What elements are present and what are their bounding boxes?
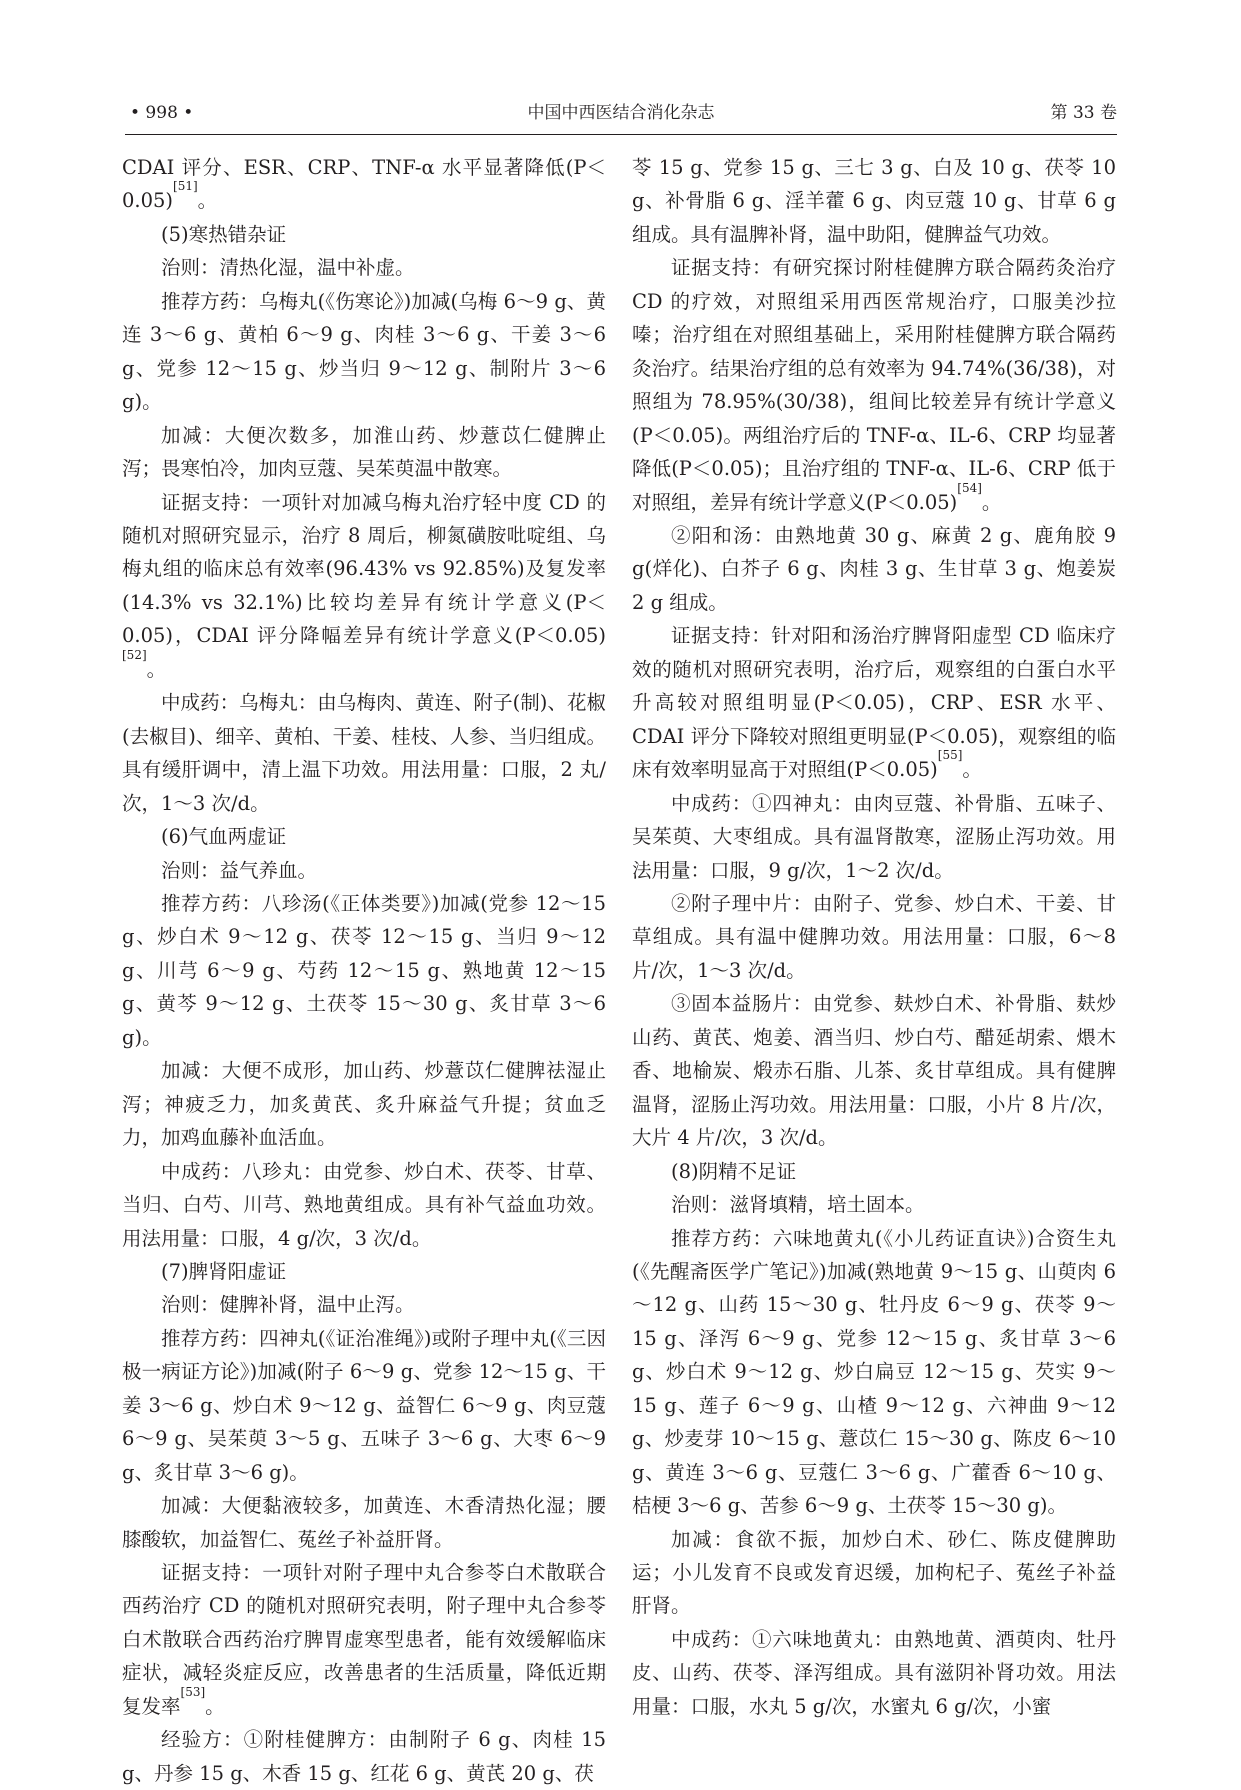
paragraph-text: 中成药：①六味地黄丸：由熟地黄、酒萸肉、牡丹皮、山药、茯苓、泽泻组成。具有滋阴补肾功效。用法用量：口服，水丸 5 g/次，水蜜丸 6 g/次，小蜜: [632, 1627, 1116, 1718]
paragraph-text: 治则：滋肾填精，培土固本。: [671, 1193, 925, 1217]
paragraph: [122, 1322, 606, 1489]
paragraph-text: 证据支持：针对阳和汤治疗脾肾阳虚型 CD 临床疗效的随机对照研究表明，治疗后，观察组的白蛋白水平升高较对照组明显(P＜0.05)，CRP、ESR 水平、CDAI 评分下降较对照组更明显(P＜0.05)，观察组的临床有效率明显高于对照组(P＜0.05): [632, 624, 1116, 782]
paragraph: [122, 1155, 606, 1255]
paragraph: [122, 1489, 606, 1556]
paragraph-text: 中成药：①四神丸：由肉豆蔻、补骨脂、五味子、吴茱萸、大枣组成。具有温肾散寒，涩肠止泻功效。用法用量：口服，9 g/次，1～2 次/d。: [632, 791, 1116, 882]
paragraph-tail: 。: [197, 189, 218, 213]
paragraph-text: 证据支持：一项针对附子理中丸合参苓白术散联合西药治疗 CD 的随机对照研究表明，附子理中丸合参苓白术散联合西药治疗脾胃虚寒型患者，能有效缓解临床症状，减轻炎症反应，改善患者的生活质量，降低近期复发率: [122, 1561, 606, 1718]
paragraph-text: 推荐方药：八珍汤(《正体类要》)加减(党参 12～15 g、炒白术 9～12 g、茯苓 12～15 g、当归 9～12 g、川芎 6～9 g、芍药 12～15 g、熟地黄 12～15 g、黄芩 9～12 g、土茯苓 15～30 g、炙甘草 3～6 g)。: [122, 891, 606, 1049]
paragraph: [122, 1556, 606, 1723]
paragraph: [122, 820, 606, 853]
paragraph-tail: 。: [962, 758, 982, 782]
paragraph-text: 加减：大便黏液较多，加黄连、木香清热化湿；腰膝酸软，加益智仁、菟丝子补益肝肾。: [122, 1494, 606, 1551]
paragraph: [632, 1188, 1116, 1221]
paragraph: [632, 251, 1116, 519]
paragraph: [122, 419, 606, 486]
citation-ref: [51]: [173, 179, 198, 194]
paragraph: [122, 251, 606, 284]
paragraph: [632, 787, 1116, 887]
paragraph: [122, 854, 606, 887]
paragraph: [122, 486, 606, 687]
citation-ref: [54]: [957, 480, 982, 495]
paragraph-text: 治则：健脾补肾，温中止泻。: [161, 1293, 415, 1317]
paragraph: [632, 619, 1116, 786]
paragraph: [632, 1222, 1116, 1523]
paragraph-text: 加减：大便次数多，加淮山药、炒薏苡仁健脾止泻；畏寒怕冷，加肉豆蔻、吴茱萸温中散寒。: [122, 423, 606, 481]
paragraph: [632, 887, 1116, 987]
paragraph: [632, 1623, 1116, 1723]
paragraph-text: 推荐方药：六味地黄丸(《小儿药证直诀》)合资生丸(《先醒斋医学广笔记》)加减(熟地黄 9～15 g、山萸肉 6～12 g、山药 15～30 g、牡丹皮 6～9 g、茯苓 9～15 g、泽泻 6～9 g、党参 12～15 g、炙甘草 3～6 g、炒白术 9～12 g、炒白扁豆 12～15 g、芡实 9～15 g、莲子 6～9 g、山楂 9～12 g、六神曲 9～12 g、炒麦芽 10～15 g、薏苡仁 15～30 g、陈皮 6～10 g、黄连 3～6 g、豆蔻仁 3～6 g、广藿香 6～10 g、桔梗 3～6 g、苦参 6～9 g、土茯苓 15～30 g)。: [632, 1226, 1116, 1518]
paragraph: [122, 151, 606, 218]
volume-label: 第 33 卷: [1050, 103, 1117, 123]
right-text-column: [632, 151, 1116, 1741]
paragraph-text: 治则：清热化湿，温中补虚。: [161, 256, 415, 280]
paragraph-text: ③固本益肠片：由党参、麸炒白术、补骨脂、麸炒山药、黄芪、炮姜、酒当归、炒白芍、醋延胡索、煨木香、地榆炭、煅赤石脂、儿茶、炙甘草组成。具有健脾温肾，涩肠止泻功效。用法用量：口服，小片 8 片/次，大片 4 片/次，3 次/d。: [632, 992, 1116, 1150]
paragraph-text: 加减：食欲不振，加炒白术、砂仁、陈皮健脾助运；小儿发育不良或发育迟缓，加枸杞子、菟丝子补益肝肾。: [632, 1527, 1116, 1618]
paragraph: [122, 887, 606, 1054]
paragraph-text: 经验方：①附桂健脾方：由制附子 6 g、肉桂 15 g、丹参 15 g、木香 15 g、红花 6 g、黄芪 20 g、茯: [122, 1728, 606, 1785]
page-number: • 998 •: [130, 103, 194, 123]
paragraph: [632, 1155, 1116, 1188]
paragraph-text: ②阳和汤：由熟地黄 30 g、麻黄 2 g、鹿角胶 9 g(烊化)、白芥子 6 g、肉桂 3 g、生甘草 3 g、炮姜炭 2 g 组成。: [632, 523, 1116, 614]
paragraph-text: (7)脾肾阳虚证: [161, 1259, 287, 1283]
paragraph-text: 推荐方药：乌梅丸(《伤寒论》)加减(乌梅 6～9 g、黄连 3～6 g、黄柏 6～9 g、肉桂 3～6 g、干姜 3～6 g、党参 12～15 g、炒当归 9～12 g、制附片 3～6 g)。: [122, 289, 606, 414]
citation-ref: [55]: [937, 748, 963, 763]
left-text-column: [122, 151, 606, 1785]
paragraph-text: ②附子理中片：由附子、党参、炒白术、干姜、甘草组成。具有温中健脾功效。用法用量：口服，6～8 片/次，1～3 次/d。: [632, 891, 1116, 982]
paragraph-text: (5)寒热错杂证: [161, 222, 287, 246]
paragraph: [122, 1288, 606, 1321]
paragraph-text: 证据支持：一项针对加减乌梅丸治疗轻中度 CD 的随机对照研究显示，治疗 8 周后，柳氮磺胺吡啶组、乌梅丸组的临床总有效率(96.43% vs 92.85%)及复发率(14.3% vs 32.1%)比较均差异有统计学意义(P＜0.05)，CDAI 评分降幅差异有统计学意义(P＜0.05): [122, 490, 606, 648]
paragraph: [122, 218, 606, 251]
paragraph-text: 治则：益气养血。: [161, 858, 318, 882]
paragraph-text: 证据支持：有研究探讨附桂健脾方联合隔药灸治疗 CD 的疗效，对照组采用西医常规治疗，口服美沙拉嗪；治疗组在对照组基础上，采用附桂健脾方联合隔药灸治疗。结果治疗组的总有效率为 94.74%(36/38)，对照组为 78.95%(30/38)，组间比较差异有统计学意义(P＜0.05)。两组治疗后的 TNF-α、IL-6、CRP 均显著降低(P＜0.05)；且治疗组的 TNF-α、IL-6、CRP 低于对照组，差异有统计学意义(P＜0.05): [632, 256, 1116, 514]
paragraph: [632, 1523, 1116, 1623]
citation-ref: [53]: [180, 1684, 206, 1699]
paragraph-text: CDAI 评分、ESR、CRP、TNF-α 水平显著降低(P＜0.05): [122, 156, 606, 213]
paragraph-tail: 。: [981, 490, 1002, 514]
paragraph: [122, 1255, 606, 1288]
paragraph: [632, 151, 1116, 251]
paragraph: [632, 987, 1116, 1154]
paragraph-text: 中成药：乌梅丸：由乌梅肉、黄连、附子(制)、花椒(去椒目)、细辛、黄柏、干姜、桂枝、人参、当归组成。具有缓肝调中，清上温下功效。用法用量：口服，2 丸/次，1～3 次/d。: [122, 691, 606, 815]
paragraph-tail: 。: [205, 1694, 225, 1718]
citation-ref: [52]: [122, 647, 147, 662]
paragraph-tail: 。: [146, 657, 167, 681]
paragraph: [632, 519, 1116, 619]
paragraph: [122, 1054, 606, 1154]
paragraph: [122, 285, 606, 419]
paragraph-text: 中成药：八珍丸：由党参、炒白术、茯苓、甘草、当归、白芍、川芎、熟地黄组成。具有补气益血功效。用法用量：口服，4 g/次，3 次/d。: [122, 1159, 606, 1250]
paragraph: [122, 686, 606, 820]
running-header: [125, 100, 1117, 135]
paragraph-text: (8)阴精不足证: [671, 1159, 797, 1183]
paragraph-text: (6)气血两虚证: [161, 825, 287, 849]
journal-title: 中国中西医结合消化杂志: [527, 103, 715, 123]
paragraph-text: 苓 15 g、党参 15 g、三七 3 g、白及 10 g、茯苓 10 g、补骨脂 6 g、淫羊藿 6 g、肉豆蔻 10 g、甘草 6 g 组成。具有温脾补肾，温中助阳，健脾益气功效。: [632, 156, 1116, 246]
paragraph-text: 加减：大便不成形，加山药、炒薏苡仁健脾祛湿止泻；神疲乏力，加炙黄芪、炙升麻益气升提；贫血乏力，加鸡血藤补血活血。: [122, 1059, 606, 1150]
paragraph: [122, 1723, 606, 1790]
paragraph-text: 推荐方药：四神丸(《证治准绳》)或附子理中丸(《三因极一病证方论》)加减(附子 6～9 g、党参 12～15 g、干姜 3～6 g、炒白术 9～12 g、益智仁 6～9 g、肉豆蔻 6～9 g、吴茱萸 3～5 g、五味子 3～6 g、大枣 6～9 g、炙甘草 3～6 g)。: [122, 1326, 606, 1484]
